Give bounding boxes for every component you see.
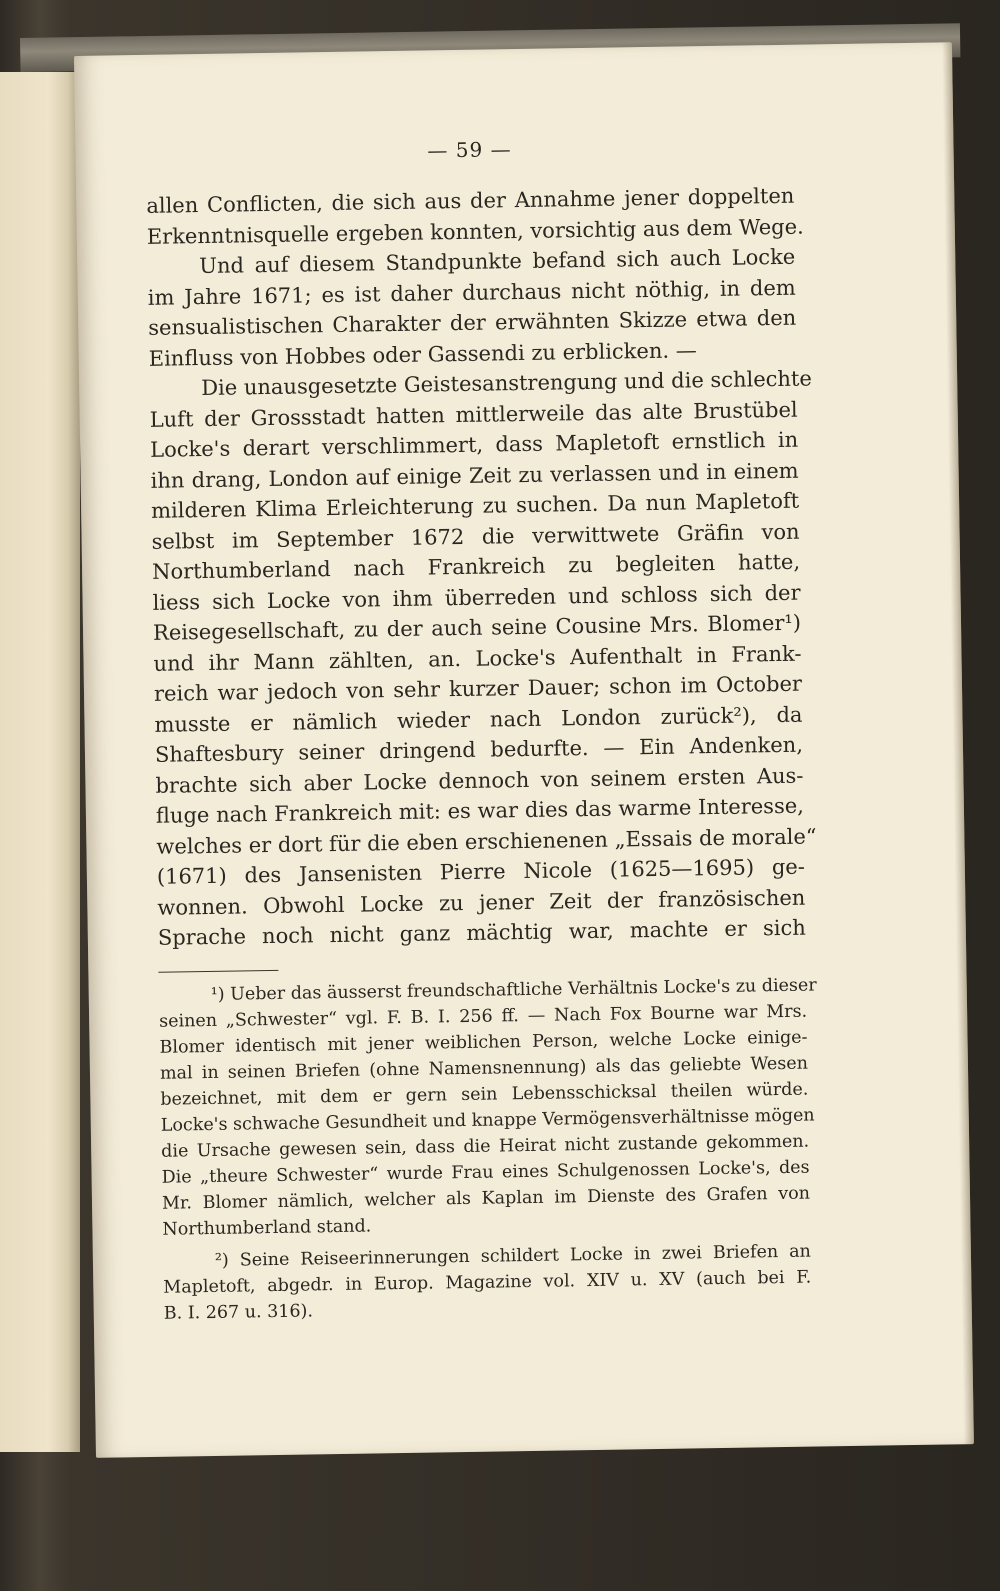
footnote-line: ¹) Ueber das äusserst freundschaftliche Verhältnis Locke's zu dieser — [210, 974, 817, 1005]
body-line: Northumberland nach Frankreich zu begleiten hatte, — [151, 549, 801, 584]
body-line: Die unausgesetzte Geistesanstrengung und die schlechte — [201, 366, 812, 401]
body-line: ihn drang, London auf einige Zeit zu verlassen und in einem — [150, 458, 799, 493]
body-line: im Jahre 1671; es ist daher durchaus nicht nöthig, in dem — [147, 275, 796, 310]
body-line: musste er nämlich wieder nach London zurück²), da — [154, 702, 803, 737]
body-line: fluge nach Frankreich mit: es war dies das warme Interesse, — [155, 793, 805, 828]
body-line: wonnen. Obwohl Locke zu jener Zeit der französischen — [157, 885, 806, 920]
main-text — [146, 181, 817, 954]
footnote-line: Die „theure Schwester“ wurde Frau eines Schulgenossen Locke's, des — [161, 1157, 810, 1188]
footnote-line: seinen „Schwester“ vgl. F. B. I. 256 ff. — Nach Fox Bourne war Mrs. — [159, 1001, 808, 1032]
body-line: Luft der Grossstadt hatten mittlerweile das alte Brustübel — [149, 397, 798, 432]
body-line: selbst im September 1672 die verwittwete Gräfin von — [151, 519, 800, 554]
body-line: welches er dort für die eben erschienenen „Essais de morale“ — [156, 823, 817, 859]
body-line: Shaftesbury seiner dringend bedurfte. — Ein Andenken, — [154, 732, 804, 767]
footnote-line: Northumberland stand. — [162, 1215, 372, 1240]
body-line: brachte sich aber Locke dennoch von seinem ersten Aus- — [155, 763, 804, 798]
page-number: — 59 — — [427, 137, 512, 163]
body-line: Und auf diesem Standpunkte befand sich auch Locke — [199, 244, 796, 279]
footnote-line: Blomer identisch mit jener weiblichen Person, welche Locke einige- — [159, 1027, 808, 1058]
footnote-2 — [163, 1238, 812, 1326]
footnote-line: B. I. 267 u. 316). — [163, 1300, 314, 1324]
body-line: und ihr Mann zählten, an. Locke's Aufenthalt in Frank- — [153, 641, 802, 676]
footnote-separator — [158, 969, 278, 972]
body-line: milderen Klima Erleichterung zu suchen. Da nun Mapletoft — [150, 488, 800, 523]
footnote-line: Mr. Blomer nämlich, welcher als Kaplan im Dienste des Grafen von — [161, 1183, 811, 1214]
body-line: Erkenntnisquelle ergeben konnten, vorsichtig aus dem Wege. — [146, 214, 804, 249]
footnote-1 — [159, 972, 817, 1242]
body-line: liess sich Locke von ihm überreden und schloss sich der — [152, 580, 801, 615]
body-line: Sprache noch nicht ganz mächtig war, machte er sich — [157, 915, 806, 950]
footnote-line: Mapletoft, abgedr. in Europ. Magazine vol. XIV u. XV (auch bei F. — [163, 1267, 812, 1298]
left-page-edge — [0, 72, 80, 1452]
page-edge-shadow — [942, 42, 974, 1444]
book-page — [74, 42, 974, 1458]
text-block — [145, 133, 817, 1327]
body-line: allen Conflicten, die sich aus der Annahme jener doppelten — [146, 183, 795, 218]
footnote-line: die Ursache gewesen sein, dass die Heirat nicht zustande gekommen. — [161, 1131, 810, 1162]
body-line: Locke's derart verschlimmert, dass Mapletoft ernstlich in — [150, 427, 799, 462]
body-line: sensualistischen Charakter der erwähnten Skizze etwa den — [148, 305, 797, 340]
body-line: (1671) des Jansenisten Pierre Nicole (1625—1695) ge- — [156, 854, 806, 889]
footnote-line: Locke's schwache Gesundheit und knappe Vermögensverhältnisse mögen — [160, 1104, 815, 1136]
body-line: reich war jedoch von sehr kurzer Dauer; schon im October — [153, 671, 803, 706]
body-line: Einfluss von Hobbes oder Gassendi zu erblicken. — — [148, 337, 697, 371]
footnote-line: mal in seinen Briefen (ohne Namensnennung) als das geliebte Wesen — [159, 1053, 809, 1084]
footnote-line: bezeichnet, mit dem er gern sein Lebensschicksal theilen würde. — [160, 1079, 809, 1110]
body-line: Reisegesellschaft, zu der auch seine Cousine Mrs. Blomer¹) — [152, 610, 802, 645]
footnote-line: ²) Seine Reiseerinnerungen schildert Locke in zwei Briefen an — [214, 1241, 812, 1271]
